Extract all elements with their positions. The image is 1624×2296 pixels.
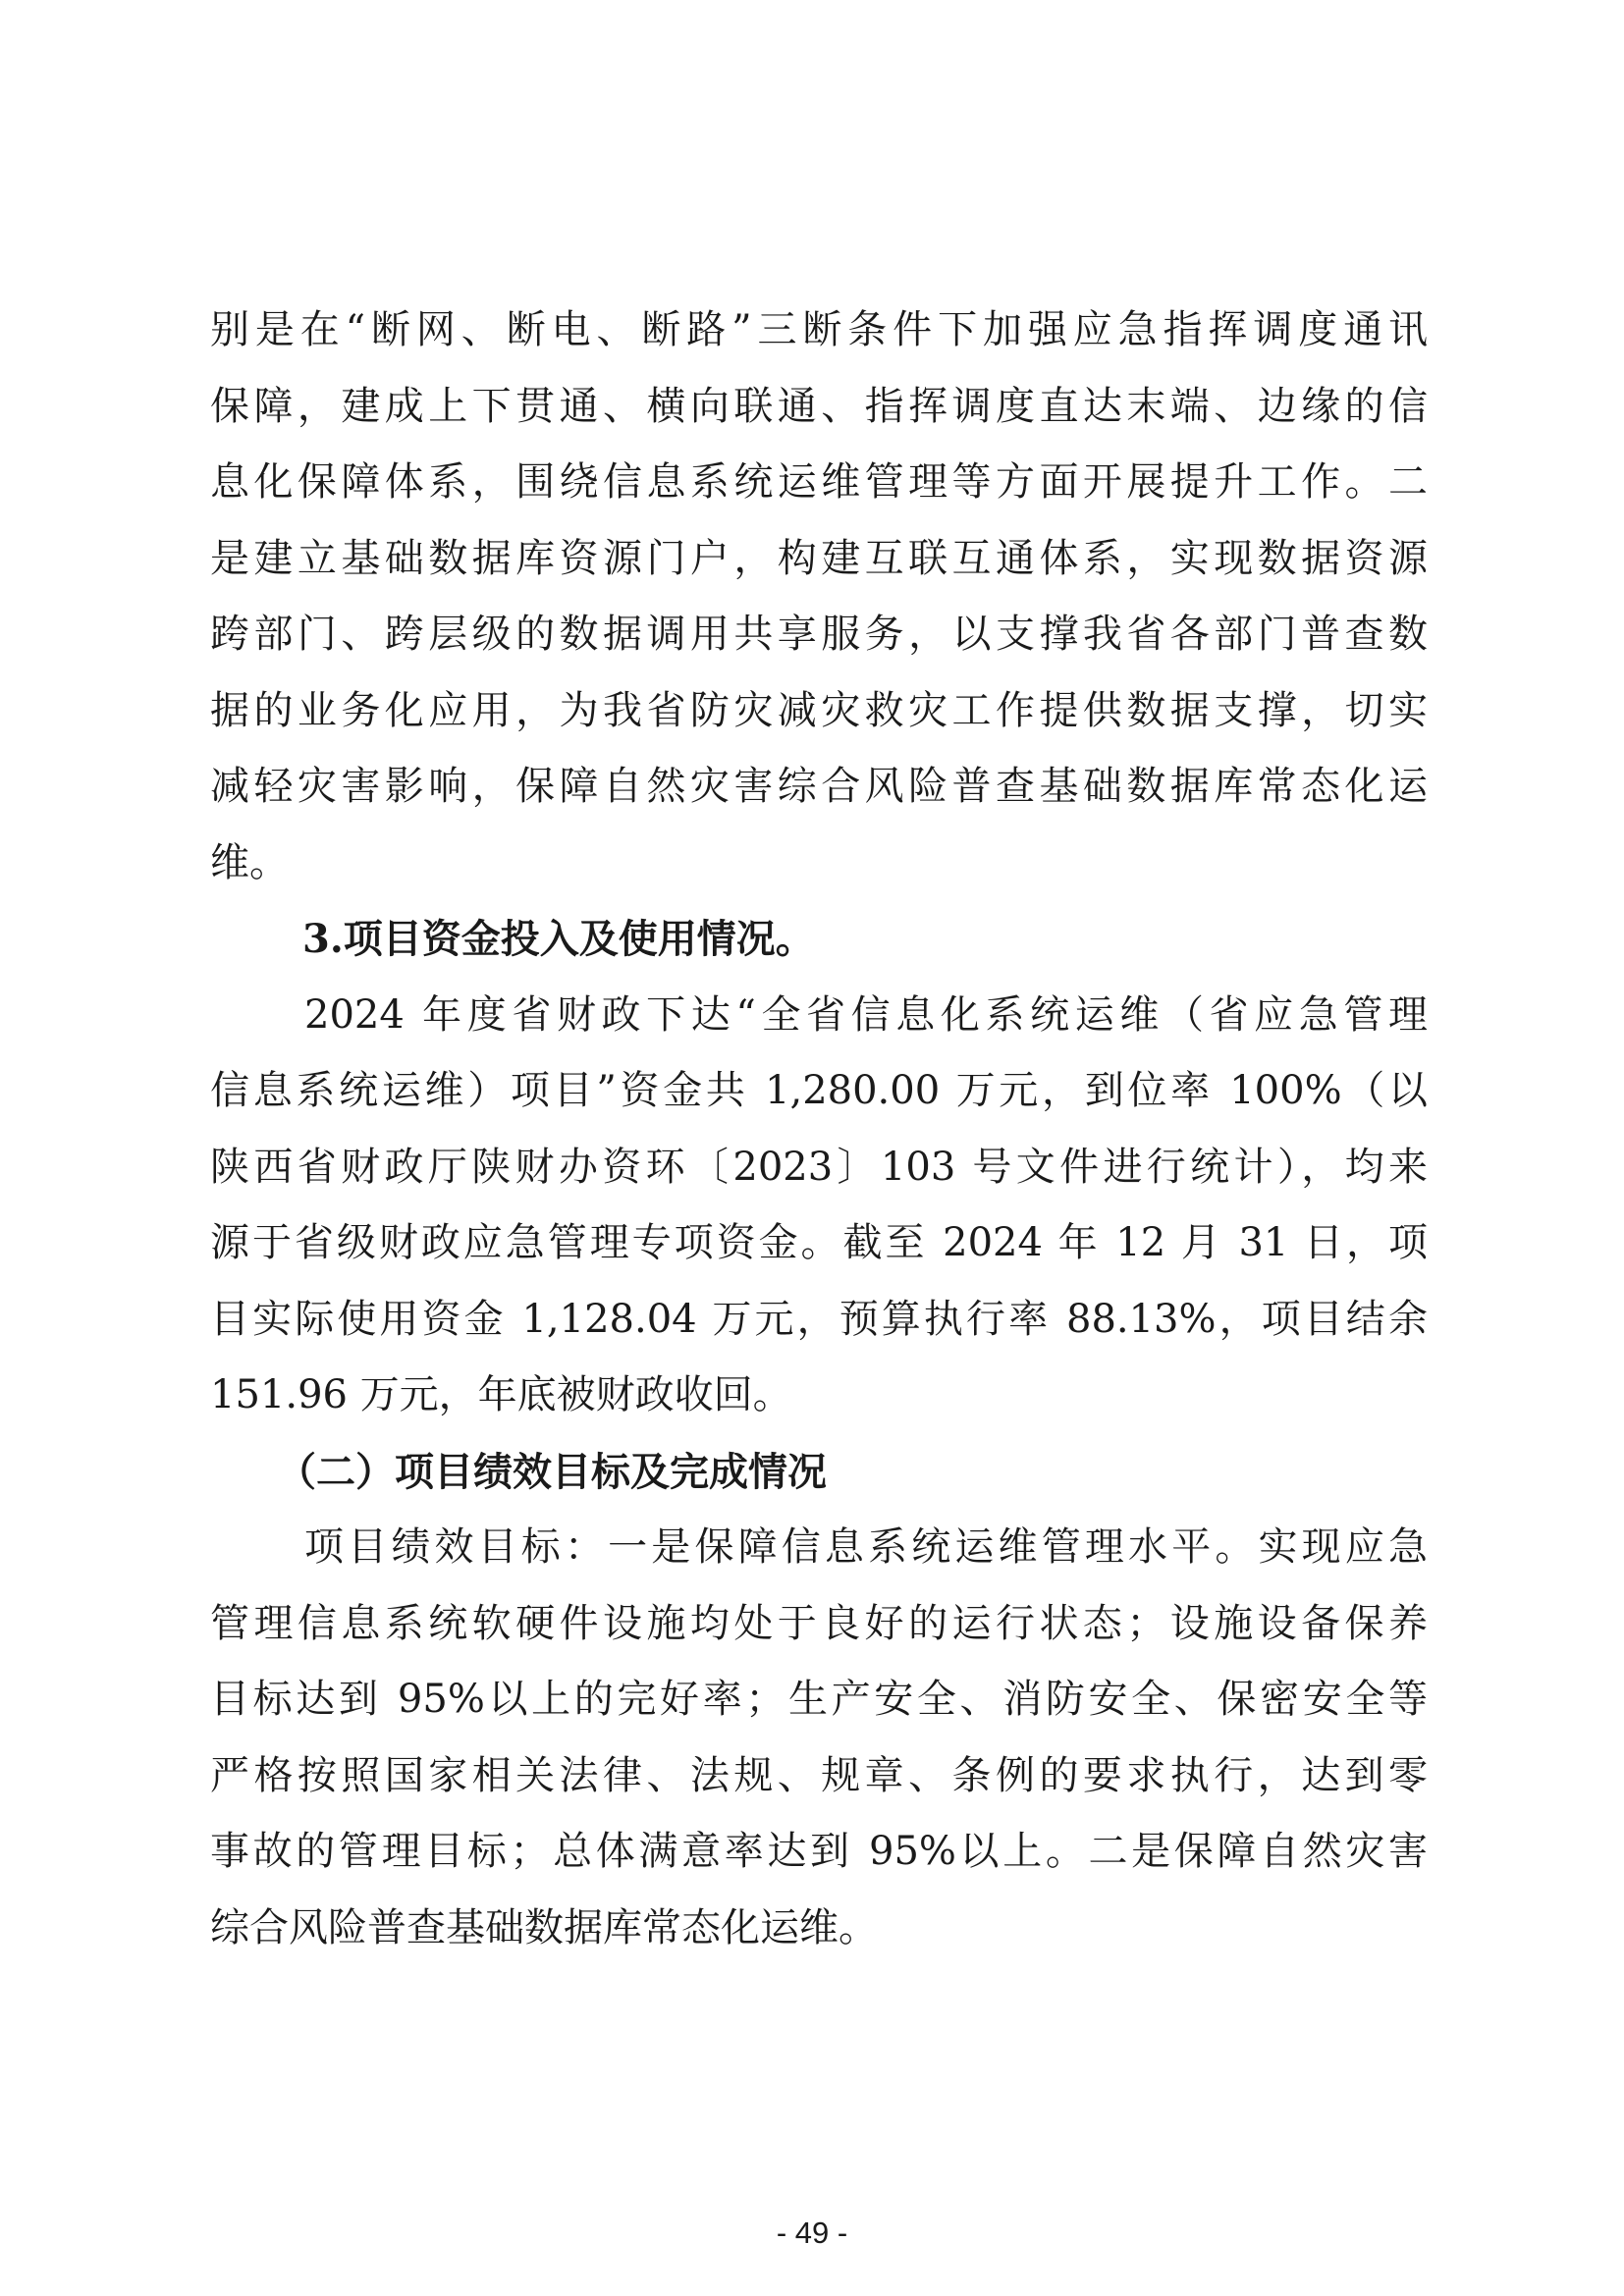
- paragraph-line: 目标达到 95%以上的完好率；生产安全、消防安全、保密安全等: [210, 1677, 1428, 1722]
- paragraph-line: 源于省级财政应急管理专项资金。截至 2024 年 12 月 31 日，项: [210, 1220, 1428, 1265]
- paragraph-line: 项目绩效目标：一是保障信息系统运维管理水平。实现应急: [304, 1524, 1428, 1570]
- subsection-heading: 3.项目资金投入及使用情况。: [302, 916, 815, 962]
- paragraph-line: 目实际使用资金 1,128.04 万元，预算执行率 88.13%，项目结余: [210, 1296, 1428, 1342]
- paragraph-line: 保障，建成上下贯通、横向联通、指挥调度直达末端、边缘的信: [210, 383, 1428, 429]
- paragraph-line: 陕西省财政厅陕财办资环〔2023〕103 号文件进行统计），均来: [210, 1144, 1428, 1190]
- paragraph-line: 151.96 万元，年底被财政收回。: [210, 1372, 792, 1417]
- body-text: [210, 293, 1428, 1966]
- paragraph-line: 跨部门、跨层级的数据调用共享服务，以支撑我省各部门普查数: [210, 612, 1428, 657]
- paragraph-line: 是建立基础数据库资源门户，构建互联互通体系，实现数据资源: [210, 535, 1428, 581]
- paragraph-line: 信息系统运维）项目”资金共 1,280.00 万元，到位率 100%（以: [210, 1068, 1428, 1113]
- paragraph-line: 事故的管理目标；总体满意率达到 95%以上。二是保障自然灾害: [210, 1829, 1428, 1874]
- paragraph-line: 息化保障体系，围绕信息系统运维管理等方面开展提升工作。二: [210, 459, 1428, 505]
- section-heading: （二）项目绩效目标及完成情况: [277, 1448, 827, 1495]
- paragraph-line: 维。: [210, 839, 289, 885]
- paragraph-line: 严格按照国家相关法律、法规、规章、条例的要求执行，达到零: [210, 1752, 1428, 1798]
- paragraph-line: 减轻灾害影响，保障自然灾害综合风险普查基础数据库常态化运: [210, 764, 1428, 809]
- page-number: - 49 -: [776, 2216, 848, 2250]
- paragraph-line: 管理信息系统软硬件设施均处于良好的运行状态；设施设备保养: [210, 1600, 1428, 1646]
- paragraph-line: 别是在“断网、断电、断路”三断条件下加强应急指挥调度通讯: [210, 307, 1428, 352]
- paragraph-line: 综合风险普查基础数据库常态化运维。: [210, 1904, 878, 1950]
- paragraph-line: 2024 年度省财政下达“全省信息化系统运维（省应急管理: [304, 991, 1428, 1038]
- paragraph-line: 据的业务化应用，为我省防灾减灾救灾工作提供数据支撑，切实: [210, 687, 1428, 733]
